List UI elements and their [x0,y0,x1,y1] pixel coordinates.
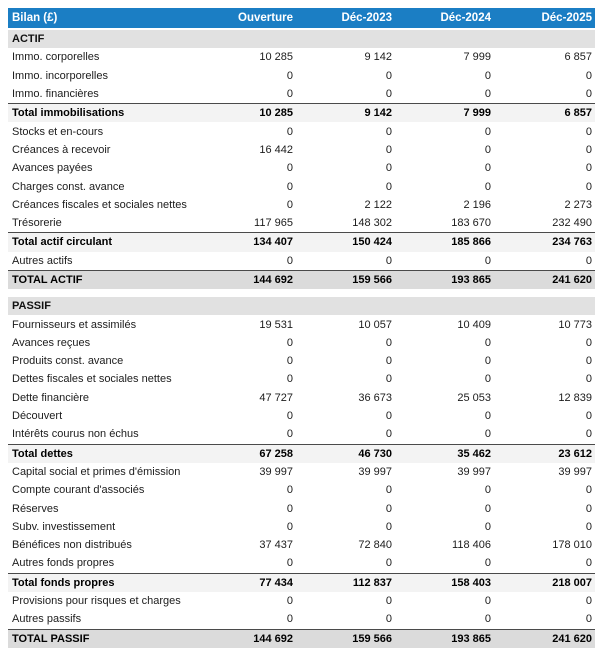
table-row [8,48,595,66]
subtotal-row [8,444,595,463]
cell-value: 0 [385,373,392,386]
cell-value: 23 612 [494,444,595,463]
row-label: Autres fonds propres [12,557,115,570]
table-row [8,196,595,214]
table-row [8,425,595,444]
cell-value: 7 999 [463,51,491,64]
table-row [8,592,595,610]
grandtotal-row [8,270,595,289]
table-row [8,141,595,159]
cell-value: 0 [484,125,491,138]
cell-value: 0 [484,520,491,533]
cell-value: 77 434 [197,573,296,592]
cell-value: 144 692 [197,270,296,289]
cell-value: 0 [286,428,293,441]
row-label: Créances à recevoir [12,143,111,156]
table-row [8,463,595,481]
column-header-dec-2025: Déc-2025 [494,8,595,29]
cell-value: 0 [585,88,592,101]
cell-value: 0 [286,336,293,349]
cell-value: 0 [585,557,592,570]
cell-value: 0 [484,336,491,349]
table-row [8,122,595,140]
row-label: Avances payées [12,162,93,175]
cell-value: 0 [286,355,293,368]
cell-value: 0 [484,69,491,82]
row-label: Créances fiscales et sociales nettes [12,198,187,211]
cell-value: 0 [585,428,592,441]
section-title: PASSIF [8,297,595,315]
table-header [8,8,595,29]
table-row [8,389,595,407]
row-label: Avances reçues [12,336,91,349]
cell-value: 241 620 [494,270,595,289]
cell-value: 0 [286,410,293,423]
cell-value: 10 773 [558,318,592,331]
row-label: Immo. incorporelles [12,69,108,82]
row-label: Dette financière [12,391,90,404]
cell-value: 0 [585,125,592,138]
table-row [8,159,595,177]
cell-value: 0 [585,336,592,349]
cell-value: 10 057 [358,318,392,331]
table-row [8,214,595,233]
cell-value: 0 [484,254,491,267]
cell-value: 0 [484,557,491,570]
cell-value: 16 442 [259,143,293,156]
table-row [8,370,595,388]
cell-value: 0 [385,355,392,368]
table-row [8,85,595,104]
cell-value: 0 [385,336,392,349]
cell-value: 0 [484,595,491,608]
cell-value: 0 [286,613,293,626]
cell-value: 0 [385,557,392,570]
cell-value: 9 142 [296,104,395,123]
table-row [8,499,595,517]
cell-value: 0 [385,125,392,138]
cell-value: 0 [286,162,293,175]
row-label: Total actif circulant [8,233,197,252]
cell-value: 10 409 [457,318,491,331]
cell-value: 134 407 [197,233,296,252]
cell-value: 0 [585,502,592,515]
cell-value: 0 [484,484,491,497]
table-row [8,315,595,333]
section-header-passif [8,297,595,315]
row-label: TOTAL PASSIF [8,629,197,648]
table-row [8,481,595,499]
cell-value: 0 [286,373,293,386]
cell-value: 7 999 [395,104,494,123]
column-header-ouverture: Ouverture [197,8,296,29]
cell-value: 193 865 [395,629,494,648]
cell-value: 158 403 [395,573,494,592]
section-title: ACTIF [8,29,595,48]
cell-value: 0 [385,410,392,423]
cell-value: 72 840 [358,539,392,552]
table-row [8,67,595,85]
cell-value: 159 566 [296,270,395,289]
row-label: Autres actifs [12,254,73,267]
row-label: Total immobilisations [8,104,197,123]
cell-value: 39 997 [558,465,592,478]
cell-value: 46 730 [296,444,395,463]
cell-value: 35 462 [395,444,494,463]
table-row [8,334,595,352]
row-label: Subv. investissement [12,520,116,533]
cell-value: 0 [286,180,293,193]
cell-value: 0 [286,198,293,211]
table-row [8,252,595,271]
cell-value: 2 273 [564,198,592,211]
cell-value: 183 670 [451,217,491,230]
spacer-cell [8,289,595,297]
column-header-dec-2024: Déc-2024 [395,8,494,29]
cell-value: 6 857 [494,104,595,123]
row-label: Fournisseurs et assimilés [12,318,137,331]
row-label: Intérêts courus non échus [12,428,139,441]
cell-value: 150 424 [296,233,395,252]
cell-value: 2 122 [364,198,392,211]
section-spacer [8,289,595,297]
cell-value: 0 [385,484,392,497]
cell-value: 0 [385,88,392,101]
cell-value: 234 763 [494,233,595,252]
table-body [8,29,595,648]
cell-value: 0 [585,69,592,82]
cell-value: 0 [385,69,392,82]
cell-value: 0 [286,595,293,608]
row-label: Dettes fiscales et sociales nettes [12,373,172,386]
row-label: Total dettes [8,444,197,463]
cell-value: 9 142 [364,51,392,64]
row-label: Compte courant d'associés [12,484,145,497]
table-row [8,177,595,195]
cell-value: 10 285 [259,51,293,64]
cell-value: 0 [585,143,592,156]
cell-value: 39 997 [457,465,491,478]
row-label: Autres passifs [12,613,82,626]
cell-value: 159 566 [296,629,395,648]
table-row [8,407,595,425]
cell-value: 0 [484,355,491,368]
section-header-actif [8,29,595,48]
cell-value: 0 [585,162,592,175]
cell-value: 19 531 [259,318,293,331]
row-label: Produits const. avance [12,355,124,368]
grandtotal-row [8,629,595,648]
cell-value: 0 [484,410,491,423]
subtotal-row [8,233,595,252]
row-label: Charges const. avance [12,180,125,193]
table-row [8,536,595,554]
cell-value: 0 [585,373,592,386]
cell-value: 0 [484,162,491,175]
cell-value: 218 007 [494,573,595,592]
cell-value: 0 [385,143,392,156]
row-label: Immo. corporelles [12,51,100,64]
cell-value: 0 [585,410,592,423]
cell-value: 0 [385,162,392,175]
cell-value: 0 [286,254,293,267]
cell-value: 0 [385,180,392,193]
cell-value: 0 [585,254,592,267]
cell-value: 112 837 [296,573,395,592]
row-label: Total fonds propres [8,573,197,592]
cell-value: 0 [585,613,592,626]
cell-value: 241 620 [494,629,595,648]
table-row [8,554,595,573]
cell-value: 193 865 [395,270,494,289]
row-label: Réserves [12,502,59,515]
subtotal-row [8,573,595,592]
cell-value: 10 285 [197,104,296,123]
cell-value: 0 [385,502,392,515]
cell-value: 0 [286,69,293,82]
cell-value: 0 [585,180,592,193]
header-row [8,8,595,29]
row-label: Trésorerie [12,217,62,230]
cell-value: 0 [286,502,293,515]
row-label: Immo. financières [12,88,99,101]
cell-value: 0 [286,125,293,138]
bilan-table [8,8,595,648]
row-label: Capital social et primes d'émission [12,465,181,478]
cell-value: 0 [585,484,592,497]
cell-value: 0 [286,88,293,101]
cell-value: 0 [484,373,491,386]
cell-value: 0 [385,595,392,608]
cell-value: 39 997 [358,465,392,478]
cell-value: 39 997 [259,465,293,478]
table-row [8,518,595,536]
cell-value: 0 [484,180,491,193]
cell-value: 0 [286,484,293,497]
cell-value: 25 053 [457,391,491,404]
table-row [8,352,595,370]
cell-value: 36 673 [358,391,392,404]
cell-value: 47 727 [259,391,293,404]
cell-value: 2 196 [463,198,491,211]
cell-value: 12 839 [558,391,592,404]
cell-value: 0 [484,428,491,441]
row-label: Stocks et en-cours [12,125,104,138]
cell-value: 67 258 [197,444,296,463]
cell-value: 6 857 [564,51,592,64]
row-label: Bénéfices non distribués [12,539,132,552]
row-label: Provisions pour risques et charges [12,595,181,608]
cell-value: 148 302 [352,217,392,230]
subtotal-row [8,104,595,123]
cell-value: 185 866 [395,233,494,252]
cell-value: 0 [484,613,491,626]
cell-value: 118 406 [452,539,491,552]
table-title: Bilan (£) [8,8,197,29]
column-header-dec-2023: Déc-2023 [296,8,395,29]
cell-value: 0 [484,88,491,101]
cell-value: 232 490 [552,217,592,230]
cell-value: 178 010 [552,539,592,552]
cell-value: 0 [385,520,392,533]
row-label: Découvert [12,410,63,423]
cell-value: 0 [286,520,293,533]
cell-value: 0 [585,355,592,368]
cell-value: 0 [385,254,392,267]
row-label: TOTAL ACTIF [8,270,197,289]
balance-sheet-table [8,8,595,648]
cell-value: 0 [484,143,491,156]
cell-value: 144 692 [197,629,296,648]
cell-value: 0 [286,557,293,570]
cell-value: 0 [585,595,592,608]
cell-value: 117 965 [254,217,293,230]
cell-value: 0 [484,502,491,515]
cell-value: 0 [385,428,392,441]
cell-value: 0 [585,520,592,533]
cell-value: 0 [385,613,392,626]
cell-value: 37 437 [259,539,293,552]
table-row [8,610,595,629]
